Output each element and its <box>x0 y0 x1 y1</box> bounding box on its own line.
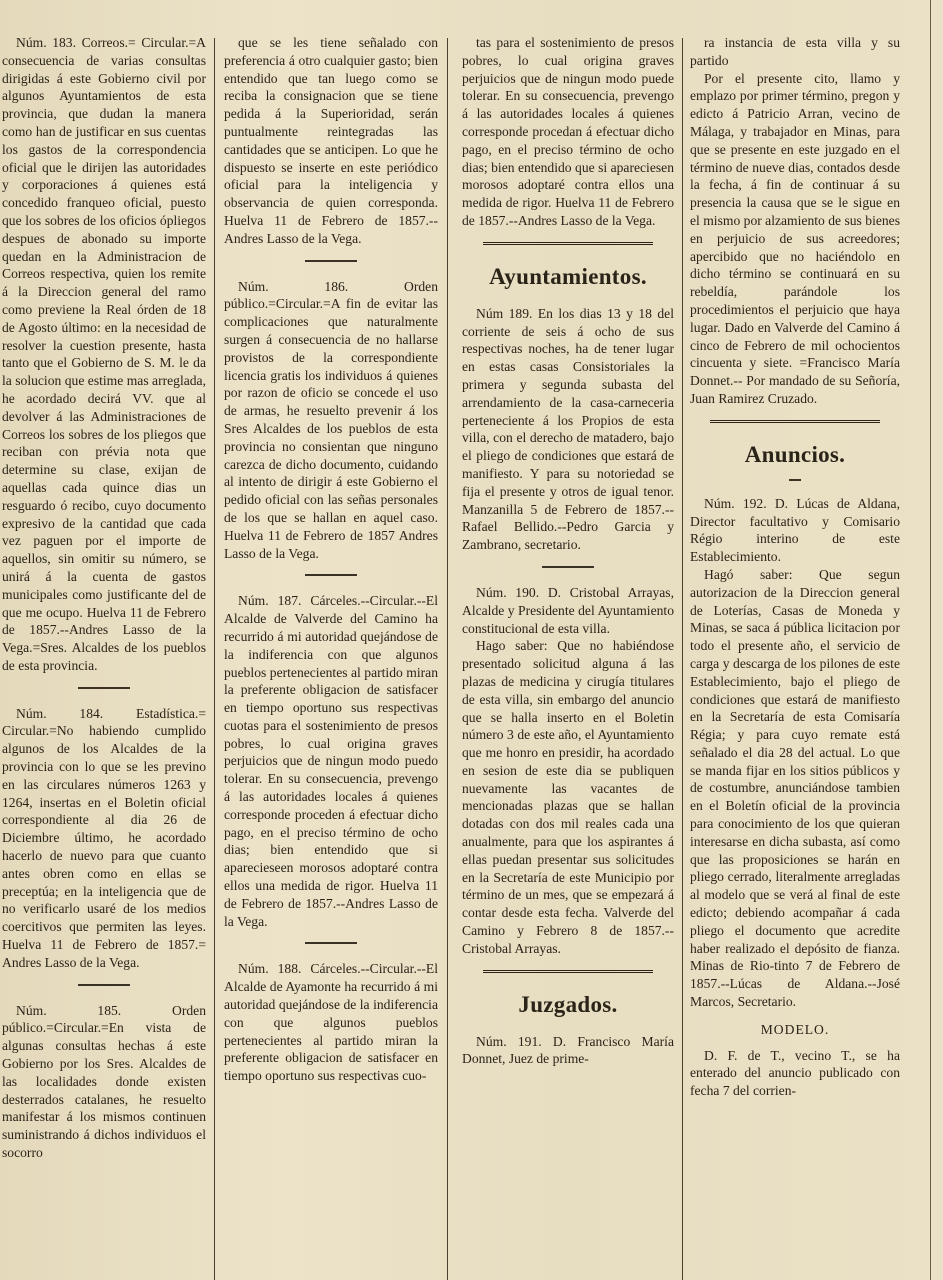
article-185-continued: que se les tiene señalado con preferencia á otro cualquier gasto; bien entendido que tan luego como se reciba la consignacion que se tiene pedida á la Superioridad, serán puntualmente reintegradas las cantidades que se anticipen. Lo que he dispuesto se inserte en este periódico oficial para la inteligencia y observancia de quien corresponda. Huelva 11 de Febrero de 1857.--Andres Lasso de la Vega. <box>224 35 438 246</box>
column-rule <box>214 38 215 1280</box>
page-edge <box>930 0 931 1280</box>
article-191: Núm. 191. D. Francisco María Donnet, Juez de prime- <box>462 1033 674 1067</box>
separator <box>710 420 880 423</box>
separator <box>542 566 594 568</box>
section-heading-ayuntamientos: Ayuntamientos. <box>489 263 647 289</box>
article-192-body: Hagó saber: Que segun autorizacion de la Direccion general de Loterías, Casas de Moneda y Minas, se saca á pública licitacion por todo el presente año, el servicio de carga y descarga de los pilones de este Establecimiento, bajo el pliego de condiciones que estará de manifiesto en la Secretaría de esta Comisaría Régia; y para cuyo remate está señalado el dia 28 del actual. Lo que se manda fijar en los sitios públicos y de costumbre, anunciándose tambien en el Boletín oficial de la provincia para conocimiento de los que quieran interesarse en dicha subasta, así como que las proposiciones se harán en pliego cerrado, literalmente arregladas al modelo que se verá al final de este edicto; debiendo acompañar á cada pliego el documento que acredite haber realizado el depósito de fianza. Minas de Rio-tinto 7 de Febrero de 1857.--Lúcas de Aldana.--José Marcos, Secretario. <box>690 566 900 1010</box>
separator <box>305 942 357 944</box>
article-191-body: Por el presente cito, llamo y emplazo por primer término, pregon y edicto á Patricio Arran, vecino de Málaga, y trabajador en Minas, para que se presente en este juzgado en el término de nueve dias, contados desde la fecha, á fin de continuar á su presencia la causa que se le sigue en el mismo por alzamiento de sus bienes en perjuicio de sus acreedores; apercibido que no haciéndolo en dicho término se continuará en su rebeldía, parándole los procedimientos el perjuicio que haya lugar. Dado en Valverde del Camino á cinco de Febrero de mil ochocientos cincuenta y siete. =Francisco María Donnet.-- Por mandado de su Señoría, Juan Ramirez Cruzado. <box>690 70 900 406</box>
article-190-body: Hago saber: Que no habiéndose presentado solicitud alguna á las plazas de medicina y cirugía titulares de esta villa, sin embargo del anuncio que se halla inserto en el Boletin número 3 de este año, el Ayuntamiento que me honro en presidir, ha acordado en sesion de este dia se publiquen nuevamente las vacantes de mencionadas plazas que se hallan dotadas con dos mil reales cada una anualmente, para que los aspirantes á ellas puedan presentar sus solicitudes en la Secretaría de este Municipio por término de un mes, que se empezará á contar desde esta fecha. Valverde del Camino y Febrero 8 de 1857.--Cristobal Arrayas. <box>462 638 674 956</box>
article-188-continued: tas para el sostenimiento de presos pobres, lo cual origina graves perjuicios que de ningun modo puede tolerar. En su consecuencia, prevengo á las autoridades locales á quienes corresponde procedan á efectuar dicho pago, en el preciso término de ocho dias; bien entendido que si apareciesen morosos adoptaré contra ellos una medida de rigor. Huelva 11 de Febrero de 1857.--Andres Lasso de la Vega. <box>462 35 674 228</box>
separator <box>78 687 130 689</box>
separator <box>305 260 357 262</box>
article-189: Núm 189. En los dias 13 y 18 del corriente de seis á ocho de sus respectivas noches, ha de tener lugar en estas casas Consistoriales la primera y segunda subasta del arrendamiento de la casa-carneceria perteneciente á los Propios de esta villa, con el derecho de matadero, bajo el pliego de condiciones que estará de manifiesto. Y para su notoriedad se fija el presente y otros de igual tenor. Manzanilla 5 de Febrero de 1857.--Rafael Bellido.--Pedro Garcia y Zambrano, secretario. <box>462 305 674 553</box>
column-rule <box>447 38 448 1280</box>
article-184: Núm. 184. Estadística.= Circular.=No habiendo cumplido algunos de los Alcaldes de la provincia con lo que se les previno en las circulares números 1263 y 1264, insertas en el Boletin oficial correspondiente al dia 26 de Diciembre último, he acordado hacerlo de nuevo para que cuanto antes obren como en ellas se preceptúa; en la inteligencia que de no verificarlo usaré de los medios coercitivos que permiten las leyes. Huelva 11 de Febrero de 1857.= Andres Lasso de la Vega. <box>2 705 206 970</box>
column-2 <box>224 34 438 1280</box>
article-187: Núm. 187. Cárceles.--Circular.--El Alcalde de Valverde del Camino ha recurrido á mi autoridad quejándose de la indiferencia con que algunos pueblos pertenecientes al partido miran la preferente obligacion de satisfacer en tiempo oportuno sus respectivas cuotas para el sostenimiento de presos pobres, lo cual origina graves perjuicios que de ningun modo puedo tolerar. En su consecuencia, prevengo á las autoridades locales á quienes corresponde proceden á efectuar dicho pago, en el preciso término de ocho dias; bien entendido que si aparecieseen morosos adoptaré contra ellos una medida de rigor. Huelva 11 de Febrero de 1857.--Andres Lasso de la Vega. <box>224 593 438 929</box>
article-190-header: Núm. 190. D. Cristobal Arrayas, Alcalde y Presidente del Ayuntamiento constitucional de esta villa. <box>462 584 674 636</box>
article-188: Núm. 188. Cárceles.--Circular.--El Alcalde de Ayamonte ha recurrido á mi autoridad quejándose de la indiferencia con que algunos pueblos pertenecientes al partido miran la preferente obligacion de satisfacer en tiempo oportuno sus respectivas cuo- <box>224 961 438 1084</box>
article-183: Núm. 183. Correos.= Circular.=A consecuencia de varias consultas dirigidas á este Gobierno civil por algunos Ayuntamientos de esta provincia, que dudan la manera como han de justificar en sus cuentas los gastos de la correspondencia oficial que le dirijen las autoridades y corporaciones á quienes está concedido franqueo oficial, puesto que los sobres de los oficios ópliegos despues de abonado su importe quedan en la Administracion de Correos respectiva, quien los remite á la Direccion general del ramo como previene la Real órden de 18 de Agosto último: en la necesidad de resolver la cuestion presente, hasta tanto que el Gobierno de S. M. le da la solucion que estime mas arreglada, he acordado decirá VV. que al devolver á las Administraciones de Correos los sobres de los pliegos que reciban con prévia nota que determine su clase, exijan de aquellas cada quince dias un resguardo ó recibo, cuyo documento expresivo de la cantidad que cada vez paguen por el importe de aquellos, sin omitir su número, se unirá á la cuenta de gastos municipales como justificante del de que me ocupo. Huelva 11 de Febrero de 1857.--Andres Lasso de la Vega.=Sres. Alcaldes de los pueblos de esta provincia. <box>2 35 206 673</box>
article-191-continued: ra instancia de esta villa y su partido <box>690 35 900 68</box>
article-186: Núm. 186. Orden público.=Circular.=A fin de evitar las complicaciones que naturalmente surgen á consecuencia de no hallarse provistos de la correspondiente licencia gratis los individuos á quienes por razon de oficio se concede el uso de armas, he resuelto prevenir á los Sres Alcaldes de los pueblos de esta provincia no consientan que ninguno carezca de dicho documento, cuidando al intento de dirigir á este Gobierno el pedido oficial con las señas personales de los que se hallan en aquel caso. Huelva 11 de Febrero de 1857 Andres Lasso de la Vega. <box>224 278 438 561</box>
modelo-heading: MODELO. <box>760 1021 830 1037</box>
section-heading-anuncios: Anuncios. <box>744 441 846 467</box>
article-185: Núm. 185. Orden público.=Circular.=En vista de algunas consultas hechas á este Gobierno por los Sres. Alcaldes de las localidades donde existen desterrados catalanes, he resuelto manifestar á los mismos continuen suministrando á dichos individuos el socorro <box>2 1002 206 1161</box>
separator <box>483 970 653 973</box>
separator <box>305 574 357 576</box>
separator <box>78 984 130 986</box>
separator <box>483 242 653 245</box>
column-4 <box>690 34 900 1280</box>
column-1 <box>2 34 206 1280</box>
column-rule <box>682 38 683 1280</box>
article-192-header: Núm. 192. D. Lúcas de Aldana, Director facultativo y Comisario Régio interino de este Establecimiento. <box>690 495 900 565</box>
modelo-text: D. F. de T., vecino T., se ha enterado del anuncio publicado con fecha 7 del corrien- <box>690 1047 900 1099</box>
section-heading-juzgados: Juzgados. <box>518 991 618 1017</box>
column-3 <box>462 34 674 1280</box>
separator <box>789 479 801 481</box>
